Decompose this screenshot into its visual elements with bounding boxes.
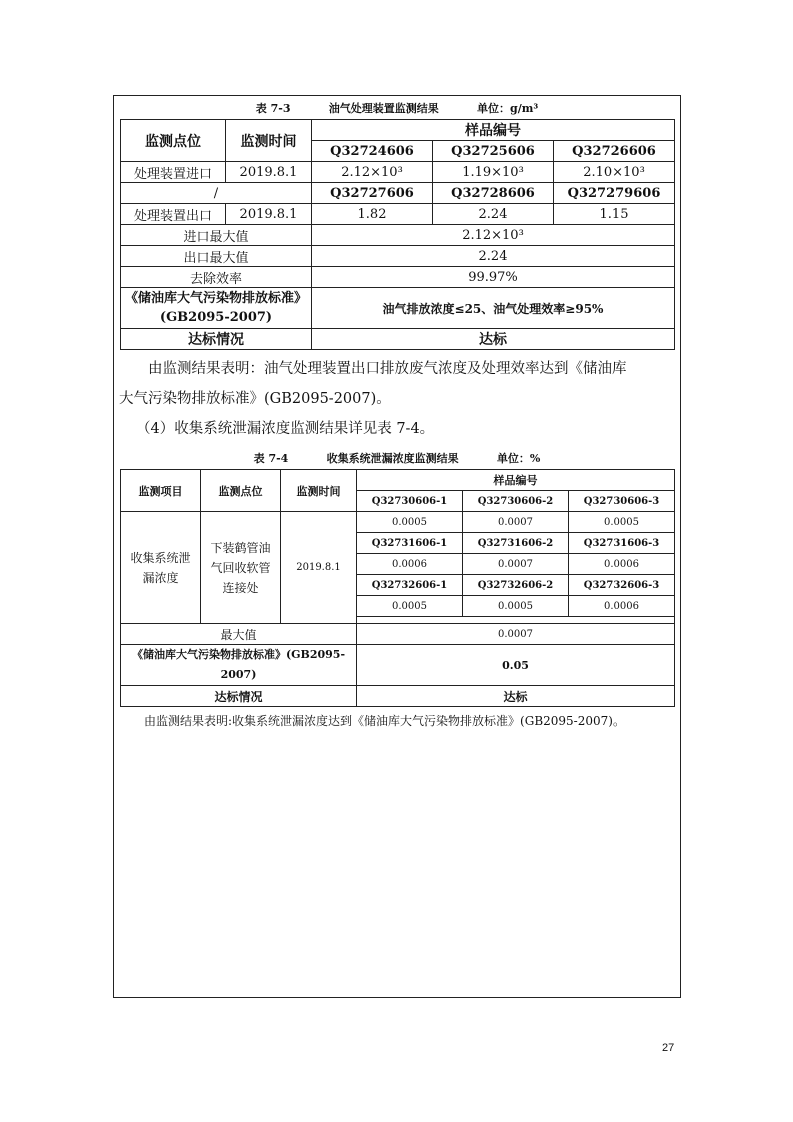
item-cell: 收集系统泄漏浓度 [121,512,201,624]
header-point: 监测点位 [201,470,281,512]
r1-id-2: Q32730606-2 [463,491,569,512]
r3-id-1: Q32732606-1 [357,575,463,596]
standard-label: 《储油库大气污染物排放标准》(GB2095-2007) [121,288,312,329]
efficiency-label: 去除效率 [121,267,312,288]
point-cell: 下装鹤管油气回收软管连接处 [201,512,281,624]
standard-val: 油气排放浓度≤25、油气处理效率≥95% [312,288,675,329]
r2-val-2: 0.0007 [463,554,569,575]
standard-label: 《储油库大气污染物排放标准》(GB2095-2007) [121,645,357,686]
r2-id-2: Q32731606-2 [463,533,569,554]
outlet-val-2: 2.24 [433,204,554,225]
in-id-1: Q32724606 [312,141,433,162]
header-time: 监测时间 [281,470,357,512]
inlet-time: 2019.8.1 [226,162,312,183]
r1-val-3: 0.0005 [569,512,675,533]
page-number: 27 [662,1042,675,1054]
header-point: 监测点位 [121,120,226,162]
result-val: 达标 [357,686,675,707]
out-id-1: Q32727606 [312,183,433,204]
header-sample: 样品编号 [312,120,675,141]
result-label: 达标情况 [121,329,312,350]
max-val: 0.0007 [357,624,675,645]
max-outlet-label: 出口最大值 [121,246,312,267]
r2-val-3: 0.0006 [569,554,675,575]
r2-id-3: Q32731606-3 [569,533,675,554]
inlet-val-2: 1.19×10³ [433,162,554,183]
inlet-val-1: 2.12×10³ [312,162,433,183]
r2-val-1: 0.0006 [357,554,463,575]
out-id-2: Q32728606 [433,183,554,204]
r3-val-3: 0.0006 [569,596,675,617]
inlet-val-3: 2.10×10³ [554,162,675,183]
outlet-label: 处理装置出口 [121,204,226,225]
r1-val-1: 0.0005 [357,512,463,533]
paragraph-2: （4）收集系统泄漏浓度监测结果详见表 7-4。 [136,421,435,437]
max-inlet-val: 2.12×10³ [312,225,675,246]
r3-id-3: Q32732606-3 [569,575,675,596]
r3-val-2: 0.0005 [463,596,569,617]
result-label: 达标情况 [121,686,357,707]
paragraph-1-line-1: 由监测结果表明：油气处理装置出口排放废气浓度及处理效率达到《储油库 [148,361,627,377]
spacer-cell [357,617,675,624]
r3-id-2: Q32732606-2 [463,575,569,596]
r1-val-2: 0.0007 [463,512,569,533]
page-frame [113,95,681,998]
outlet-time: 2019.8.1 [226,204,312,225]
in-id-2: Q32725606 [433,141,554,162]
max-outlet-val: 2.24 [312,246,675,267]
slash-cell: / [121,183,312,204]
result-val: 达标 [312,329,675,350]
time-cell: 2019.8.1 [281,512,357,624]
max-label: 最大值 [121,624,357,645]
out-id-3: Q327279606 [554,183,675,204]
r3-val-1: 0.0005 [357,596,463,617]
paragraph-1-line-2: 大气污染物排放标准》(GB2095-2007)。 [119,391,391,407]
header-sample: 样品编号 [357,470,675,491]
standard-val: 0.05 [357,645,675,686]
efficiency-val: 99.97% [312,267,675,288]
table-7-3-caption: 表 7-3 油气处理装置监测结果 单位：g/m³ [255,102,539,115]
max-inlet-label: 进口最大值 [121,225,312,246]
r2-id-1: Q32731606-1 [357,533,463,554]
outlet-val-1: 1.82 [312,204,433,225]
table-7-4 [120,469,675,707]
table-7-4-caption: 表 7-4 收集系统泄漏浓度监测结果 单位：% [253,452,541,465]
header-item: 监测项目 [121,470,201,512]
table-7-4-conclusion: 由监测结果表明:收集系统泄漏浓度达到《储油库大气污染物排放标准》(GB2095-2007)。 [144,714,625,728]
r1-id-3: Q32730606-3 [569,491,675,512]
in-id-3: Q32726606 [554,141,675,162]
inlet-label: 处理装置进口 [121,162,226,183]
r1-id-1: Q32730606-1 [357,491,463,512]
outlet-val-3: 1.15 [554,204,675,225]
table-7-3 [120,119,675,350]
header-time: 监测时间 [226,120,312,162]
